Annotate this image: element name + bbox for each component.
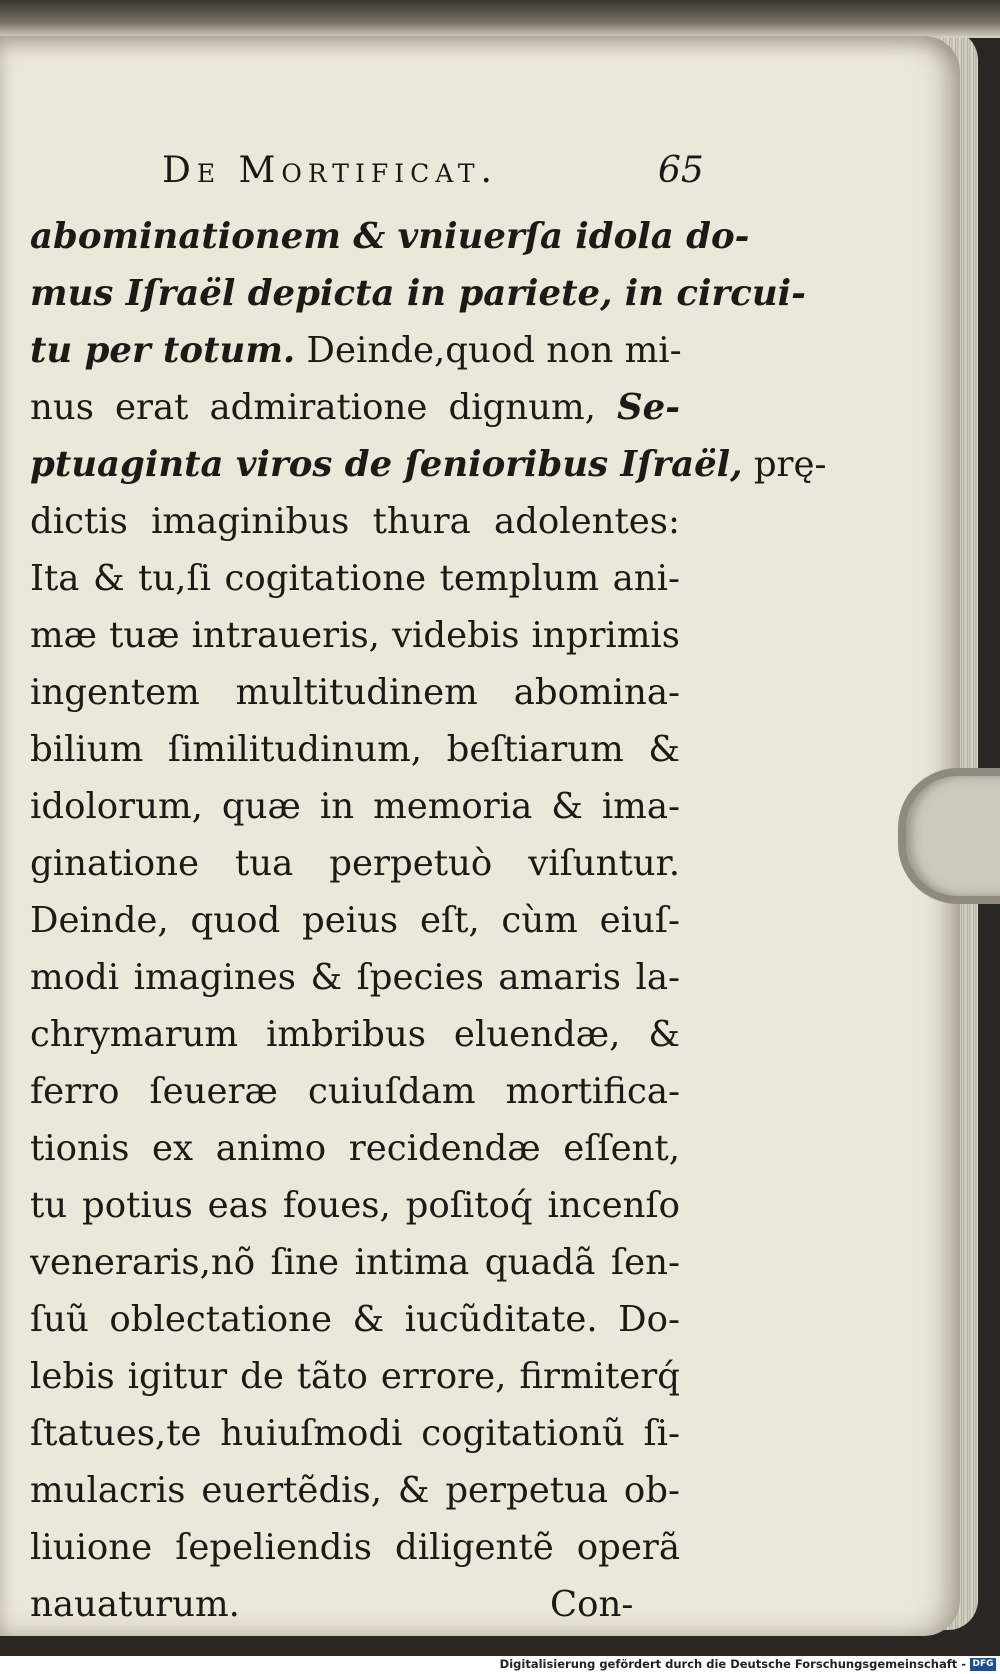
- running-head: [150, 150, 710, 200]
- text-line: [30, 1519, 680, 1576]
- previous-page-edge: [0, 0, 1000, 38]
- roman-text: bilium ſimilitudinum, beſtiarum &: [30, 729, 680, 770]
- roman-text: tionis ex animo recidendæ eſſent,: [30, 1128, 680, 1169]
- book-clasp: [898, 768, 1000, 904]
- roman-text: Deinde, quod peius eſt, cùm eiuſ-: [30, 900, 680, 941]
- dfg-logo: DFG: [970, 1658, 996, 1671]
- body-text: [30, 208, 827, 1633]
- italic-text: ptuaginta viros de ſenioribus Iſraël,: [30, 444, 743, 485]
- text-line: [30, 1177, 680, 1234]
- running-title: De Mortificat.: [162, 150, 499, 191]
- text-line: [30, 550, 680, 607]
- text-line: [30, 1576, 680, 1633]
- roman-text: liuione ſepeliendis diligentẽ operã: [30, 1527, 680, 1568]
- text-line: [30, 322, 680, 379]
- roman-text: mæ tuæ intraueris, videbis inprimis: [30, 615, 680, 656]
- text-line: [30, 436, 827, 493]
- roman-text: veneraris,nõ ſine intima quadã ſen-: [30, 1242, 680, 1283]
- italic-text: tu per totum.: [30, 330, 296, 371]
- text-line: [30, 265, 806, 322]
- roman-text: ingentem multitudinem abomina-: [30, 672, 680, 713]
- roman-text: lebis igitur de tãto errore, firmiterq́: [30, 1356, 680, 1397]
- text-line: [30, 1234, 680, 1291]
- roman-text: ſuũ oblectatione & iucũditate. Do-: [30, 1299, 680, 1340]
- roman-text: Ita & tu,ſi cogitatione templum ani-: [30, 558, 680, 599]
- roman-text: dictis imaginibus thura adolentes:: [30, 501, 680, 542]
- roman-text: nus erat admiratione dignum,: [30, 387, 618, 428]
- roman-text: ferro ſeueræ cuiuſdam mortifica-: [30, 1071, 680, 1112]
- text-line: [30, 949, 680, 1006]
- roman-text: modi imagines & ſpecies amaris la-: [30, 957, 680, 998]
- text-line: [30, 1063, 680, 1120]
- text-line: [30, 1006, 680, 1063]
- roman-text: chrymarum imbribus eluendæ, &: [30, 1014, 680, 1055]
- roman-text: nauaturum.: [30, 1584, 240, 1625]
- roman-text: tu potius eas foues, poſitoq́ incenſo: [30, 1185, 680, 1226]
- catchword: Con-: [550, 1584, 634, 1625]
- text-line: [30, 1291, 680, 1348]
- text-line: [30, 379, 680, 436]
- roman-text: ſtatues,te huiuſmodi cogitationũ ſi-: [30, 1413, 680, 1454]
- text-line: [30, 493, 680, 550]
- text-line: [30, 721, 680, 778]
- text-line: [30, 1462, 680, 1519]
- italic-text: Se-: [617, 387, 680, 428]
- text-line: [30, 1348, 680, 1405]
- italic-text: abominationem & vniuerſa idola do-: [30, 216, 750, 257]
- text-line: [30, 607, 680, 664]
- text-line: [30, 1120, 680, 1177]
- page-number: 65: [658, 150, 704, 191]
- text-line: [30, 208, 750, 265]
- italic-text: mus Iſraël depicta in pariete, in circui-: [30, 273, 806, 314]
- text-line: [30, 892, 680, 949]
- text-line: [30, 835, 680, 892]
- text-line: [30, 664, 680, 721]
- roman-text: ginatione tua perpetuò viſuntur.: [30, 843, 680, 884]
- footer-credit: Digitalisierung gefördert durch die Deutsche Forschungsgemeinschaft -: [499, 1657, 966, 1671]
- roman-text: idolorum, quæ in memoria & ima-: [30, 786, 680, 827]
- roman-text: Deinde,quod non mi-: [295, 330, 682, 371]
- roman-text: prę-: [742, 444, 827, 485]
- text-line: [30, 778, 680, 835]
- text-line: [30, 1405, 680, 1462]
- roman-text: mulacris euertẽdis, & perpetua ob-: [30, 1470, 680, 1511]
